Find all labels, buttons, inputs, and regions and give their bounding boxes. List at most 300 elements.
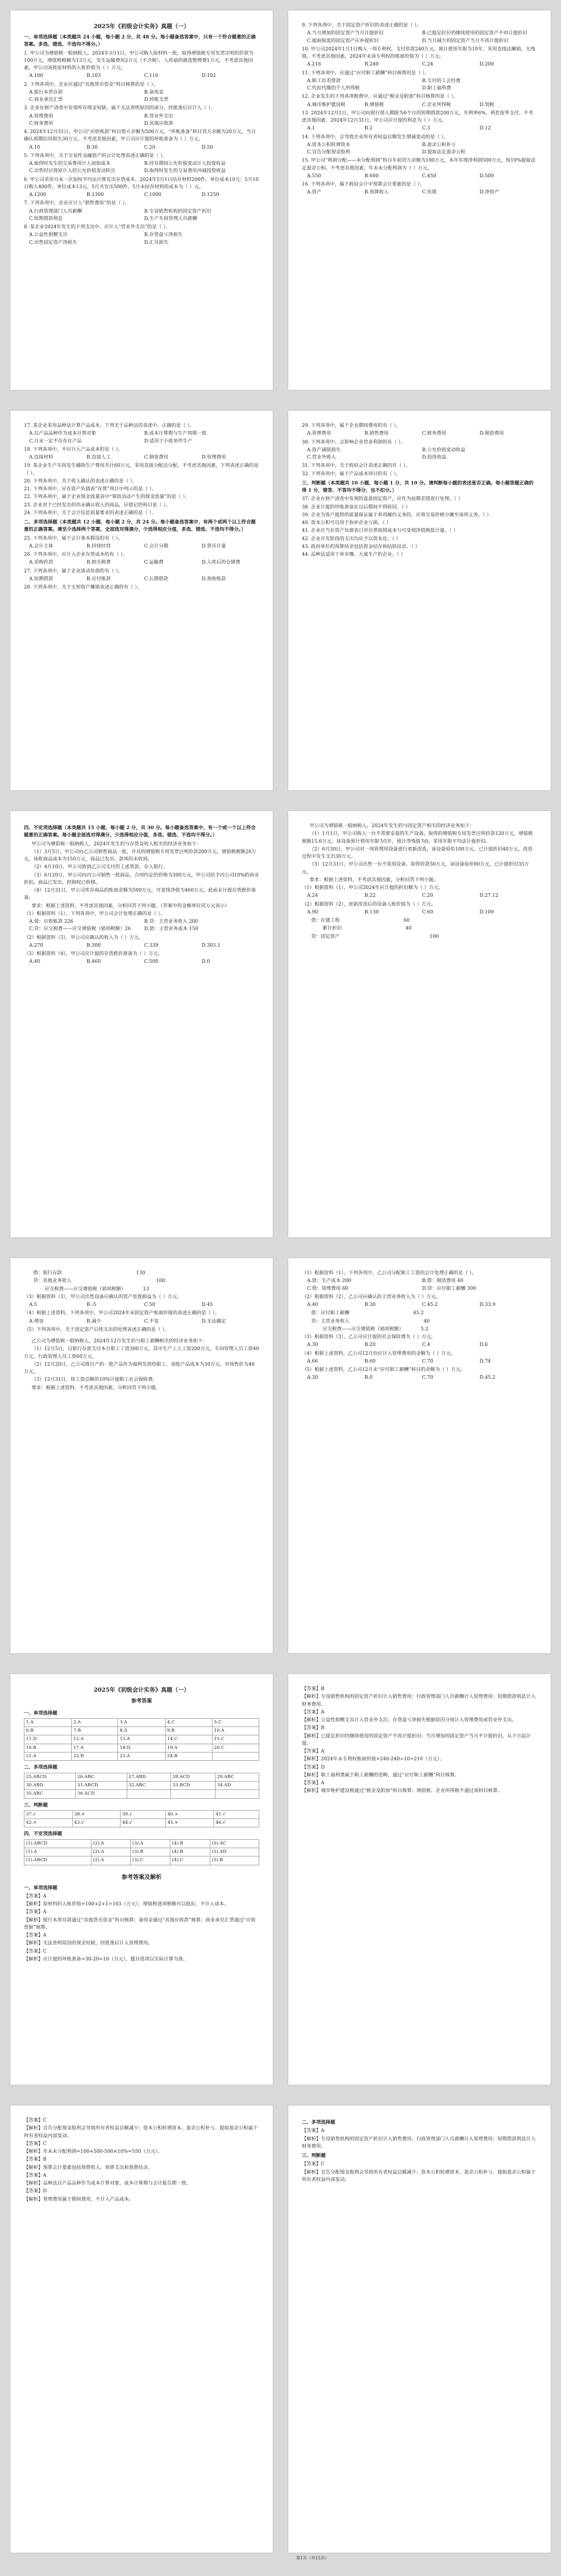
- explain-title: 参考答案及解析: [122, 1873, 162, 1880]
- explanation: 【解析】城市维护建设税通过“税金及附加”科目核算；增值税、企业所得税不通过该科目核算。: [302, 1788, 503, 1794]
- question: 1. 甲公司为增值税一般纳税人，2024年3月1日，甲公司购入原材料一批，取得增值税专用发票注明的价款为100万元，增值税税额为13万元，发生运输费用2万元（不含税），入库前的挑选整理费1万元。不考虑其他因素，甲公司该批原材料的入账价值为（ ）万元。: [24, 50, 253, 71]
- option[interactable]: A.100: [29, 73, 44, 79]
- amount: 60: [404, 918, 410, 923]
- option[interactable]: A.管理费用: [307, 430, 331, 437]
- options: [29, 918, 259, 933]
- question: 11. 下列各项中，应通过“应付职工薪酬”科目核算的是（ ）。: [302, 70, 430, 76]
- answer-title: 2025年《初级会计实务》真题（一）: [94, 1686, 190, 1693]
- explanation: 【答案】C: [302, 2161, 325, 2167]
- page-footer: [296, 2555, 551, 2569]
- table-cell: [127, 1790, 171, 1798]
- question: 22. 下列各项中，属于企业现金流量表中“筹资活动产生的现金流量”的是（ ）。: [24, 494, 190, 500]
- section-heading: 三、判断题: [24, 1802, 48, 1808]
- table-cell: 16.B: [24, 1744, 72, 1752]
- option[interactable]: D.74: [479, 1358, 491, 1364]
- journal-line: [33, 1277, 259, 1285]
- account: 借：银行存款: [33, 1270, 62, 1276]
- option[interactable]: B.20: [364, 1342, 376, 1348]
- option[interactable]: D.1250: [202, 192, 219, 198]
- option[interactable]: C.长期借款: [144, 576, 168, 582]
- account: 累计折旧: [323, 925, 342, 932]
- option[interactable]: D.45: [202, 1302, 213, 1307]
- explanation: 【解析】职工福利费属于职工薪酬的范畴，通过“应付职工薪酬”科目核算。: [302, 1772, 460, 1778]
- account: 贷：其他业务收入: [33, 1278, 72, 1284]
- option[interactable]: B.0: [364, 1375, 373, 1381]
- option[interactable]: D.27.12: [479, 893, 499, 899]
- option[interactable]: D.管理费用: [202, 454, 226, 460]
- table-cell: (4).C: [170, 1856, 210, 1865]
- table-cell: 26.ABC: [75, 1773, 127, 1781]
- option[interactable]: D.汇兑损失: [144, 239, 169, 245]
- option[interactable]: B.直接人工: [86, 454, 111, 460]
- question: 27. 下列各项中，属于企业流动负债的有（ ）。: [24, 568, 123, 574]
- option[interactable]: C.20: [144, 144, 155, 150]
- table-row: [24, 1781, 259, 1789]
- account: 贷：固定资产: [311, 933, 340, 939]
- option[interactable]: C.借：管理费用 60: [307, 1285, 349, 1291]
- question: 39. 企业为客户提供的质量保证属于单项履约义务的，应将交易价格分摊至该项义务。（ ）: [302, 512, 491, 518]
- option[interactable]: B.盈余公积补亏: [422, 141, 456, 148]
- table-cell: 27.ABD: [127, 1773, 171, 1781]
- option[interactable]: A.公益性捐赠支出: [29, 232, 68, 238]
- options: [29, 454, 259, 461]
- option[interactable]: A.10: [29, 144, 41, 150]
- option[interactable]: A.资产: [307, 189, 322, 195]
- question: 23. 企业对于已经发出但尚未确认收入的商品，应借记的科目是（ ）。: [24, 502, 171, 508]
- journal-line: [311, 1310, 537, 1317]
- explanation: 【答案】A: [24, 1909, 47, 1915]
- question: 19. 某企业生产车间发生辅助生产费用共计60万元，采用直接分配法分配。不考虑其他因素，下列表述正确的是（ ）。: [24, 463, 259, 476]
- table-cell: 30.ABD: [24, 1781, 76, 1789]
- question: 18. 下列各项中，不应计入产品成本的是（ ）。: [24, 446, 123, 452]
- amount: 13: [143, 1286, 149, 1292]
- option[interactable]: C.4: [422, 1342, 430, 1348]
- options: [29, 89, 259, 104]
- explanation: 【答案】C: [24, 1948, 47, 1954]
- option[interactable]: B.减少: [86, 1318, 101, 1324]
- option[interactable]: B.支付的工会经费: [422, 77, 461, 84]
- option[interactable]: D.契税: [479, 101, 495, 108]
- option[interactable]: C.116: [144, 73, 158, 79]
- table-cell: [215, 1790, 259, 1798]
- table-cell: [212, 1753, 259, 1761]
- table-cell: (3).C: [130, 1856, 170, 1865]
- page-7: [10, 1258, 273, 1653]
- option[interactable]: D.102: [202, 73, 216, 79]
- option[interactable]: A.借：应收账款 226: [29, 919, 74, 924]
- explanation: 【解析】无法查明原因的现金短缺，经批准后计入管理费用。: [24, 1940, 153, 1946]
- option[interactable]: D.职工福利费: [422, 85, 451, 91]
- section-heading: 三、判断题: [302, 2153, 326, 2159]
- question: 6. 甲公司采用月末一次加权平均法计算发出存货成本。2024年5月1日结存材料200件，单位成本10元；5月10日购入400件，单位成本13元。5月共发出500件，5月末结存材料的成本为（ ）元。: [24, 176, 259, 190]
- option[interactable]: A.借：生产成本 200: [307, 1278, 352, 1284]
- explanation: 【解析】原材料的入账价值=100+2+1=103（万元），增值税进项税额可以抵扣，不计入成本。: [24, 1901, 229, 1907]
- option[interactable]: C.提前报废的固定资产应补提折旧: [307, 37, 379, 44]
- explanation: 【解析】预算会计要素包括预算收入、预算支出和预算结余。: [24, 2164, 153, 2170]
- page-5: [10, 811, 273, 1237]
- case-intro: 甲公司为增值税一般纳税人，2024年发生的与固定资产相关的经济业务如下：: [309, 823, 475, 829]
- table-cell: 19.A: [165, 1744, 212, 1752]
- option[interactable]: B.销售费用: [364, 430, 389, 437]
- option[interactable]: C.70: [422, 1375, 433, 1381]
- question: 16. 下列各项中，属于政府会计中预算会计要素的是（ ）。: [302, 181, 425, 187]
- option[interactable]: B.60: [364, 1358, 376, 1364]
- option[interactable]: B.存货盘亏净损失: [144, 232, 183, 238]
- explanation: 【解析】公益性捐赠支出计入营业外支出；存货盘亏净损失根据原因分别计入管理费用或营业外支出。: [302, 1717, 517, 1723]
- option[interactable]: D.货币计量: [202, 543, 226, 549]
- option[interactable]: B.公允价值变动收益: [422, 447, 465, 453]
- option[interactable]: C.3: [422, 125, 430, 132]
- options: [29, 1318, 259, 1325]
- option[interactable]: D.借：主营业务成本 150: [144, 926, 198, 932]
- option[interactable]: B.应付账款: [86, 576, 111, 582]
- option[interactable]: B.240: [364, 61, 379, 68]
- option[interactable]: B.2: [364, 125, 373, 132]
- option[interactable]: B.持有期间公允价值变动计入投资收益: [144, 161, 226, 167]
- amount: 40: [405, 925, 412, 932]
- table-cell: 34.AD: [215, 1781, 259, 1789]
- options: [29, 576, 259, 583]
- section-heading: 二、多项选择题（本类题共 12 小题，每小题 2 分，共 24 分。每小题备选答案中，有两个或两个以上符合题意的正确答案。请至少选择两个答案，全部选对得满分，少选得相应分值，多选、错选、不选均不得分。）: [24, 519, 256, 533]
- table-cell: (1).A: [24, 1848, 91, 1856]
- case-item: （2）4月10日，甲公司收到乙公司支付的上述货款，存入银行。: [31, 864, 168, 870]
- option[interactable]: D.305.1: [202, 942, 221, 948]
- case-ask: 要求：根据上述资料，不考虑其他因素，分析回答下列小题。: [31, 1384, 161, 1391]
- option[interactable]: A.会计主体: [29, 543, 54, 549]
- option[interactable]: D.6: [479, 1342, 488, 1348]
- table-cell: 15.C: [212, 1735, 259, 1744]
- question: （3）根据资料（3），乙公司应计提的社会保险费为（ ）万元。: [302, 1334, 436, 1340]
- table-cell: 6.B: [24, 1727, 72, 1735]
- option[interactable]: C.运输费: [144, 559, 164, 566]
- option[interactable]: A.当月增加的固定资产当月计提折旧: [307, 30, 384, 36]
- option[interactable]: D.12: [479, 125, 491, 132]
- option[interactable]: A.行政管理部门人员薪酬: [29, 208, 82, 214]
- question: 29. 下列各项中，属于企业期间费用的有（ ）。: [302, 423, 401, 428]
- option[interactable]: A.1: [307, 125, 315, 132]
- option[interactable]: D.50: [202, 144, 213, 150]
- page-4: [288, 411, 551, 790]
- explanation: 【解析】年末未分配利润=100+500-500×10%=550（万元）。: [24, 2149, 163, 2154]
- amount: 5.2: [421, 1326, 429, 1332]
- option[interactable]: A.40: [29, 959, 41, 965]
- table-row: [24, 1753, 259, 1761]
- question: 24. 下列各项中，关于会计信息质量要求的表述正确的是（ ）。: [24, 509, 156, 516]
- option[interactable]: B.130: [364, 909, 379, 915]
- question: （5）根据上述资料，乙公司12月末“应付职工薪酬”科目的余额为（ ）万元。: [302, 1367, 465, 1372]
- option[interactable]: A.24: [307, 893, 318, 899]
- answer-table-single: [24, 1718, 259, 1761]
- table-cell: 40.×: [166, 1810, 214, 1819]
- option[interactable]: D.提取法定盈余公积: [422, 149, 465, 155]
- option[interactable]: B.30: [364, 1302, 376, 1307]
- option[interactable]: B.460: [86, 959, 101, 965]
- option[interactable]: D.100: [479, 909, 494, 915]
- option[interactable]: B.30: [86, 144, 98, 150]
- option[interactable]: D.无法确定: [202, 1318, 226, 1324]
- explanation: 【答案】A: [24, 1932, 47, 1939]
- option[interactable]: C.70: [422, 1358, 433, 1364]
- case-ask: 要求：根据上述资料，不考虑其他因素，分析回答下列小题。: [309, 877, 438, 883]
- table-cell: 23.A: [118, 1753, 165, 1761]
- table-cell: 17.A: [72, 1744, 118, 1752]
- case-item: （3）6月20日，甲公司向丙公司销售一批商品，合同约定的价格为300万元，甲公司给予丙公司10%的商业折扣，商品已发出，控制权已转移。: [24, 872, 259, 885]
- question: 10. 甲公司2024年1月1日购入一项专利权，支付价款240万元，预计使用年限为10年，采用直线法摊销，无残值。不考虑其他因素，2024年末该专利权的账面价值为（ ）万元。: [302, 46, 536, 59]
- question: （4）根据上述资料，乙公司12月份应计入管理费用的金额为（ ）万元。: [302, 1350, 456, 1356]
- option[interactable]: D.0: [202, 959, 210, 965]
- question: 7. 下列各项中，企业应计入“销售费用”的是（ ）。: [24, 200, 130, 206]
- option[interactable]: A.银行本票存款: [29, 89, 63, 95]
- option[interactable]: C.450: [422, 173, 436, 179]
- option[interactable]: A.职工出差借款: [307, 77, 341, 84]
- table-row: [24, 1848, 259, 1856]
- table-cell: (5).B: [210, 1856, 259, 1865]
- table-cell: 18.D: [118, 1744, 165, 1752]
- explanation: 【解析】宣告分配现金股利会导致所有者权益总额减少；资本公积转增资本、盈余公积补亏、提取盈余公积属于所有者权益内部变动。: [24, 2125, 258, 2139]
- explanation: 【解析】品种法以产品品种作为成本计算对象，成本计算期与会计报告期一致。: [24, 2180, 191, 2186]
- option[interactable]: A.66: [307, 1358, 318, 1364]
- options: [307, 1341, 537, 1349]
- option[interactable]: B.预算收入: [364, 189, 389, 195]
- option[interactable]: C.负债: [422, 189, 437, 195]
- options: [307, 141, 537, 156]
- explanation: 【答案】B: [302, 1725, 325, 1731]
- options: [29, 559, 259, 566]
- explanation: 【答案】C: [24, 2140, 47, 2147]
- question: （4）根据上述资料，下列各项中，甲公司2024年末固定资产账面价值的表述正确的是（ ）。: [24, 1310, 220, 1316]
- amount: 100: [156, 1278, 165, 1284]
- question: 14. 下列各项中，会导致企业所有者权益总额发生增减变动的是（ ）。: [302, 134, 449, 140]
- option[interactable]: A.采购价款: [29, 559, 54, 566]
- table-cell: (4).B: [170, 1839, 210, 1848]
- question: 28. 下列各项中，关于无形资产摊销表述正确的有（ ）。: [24, 584, 142, 590]
- option[interactable]: A.5: [29, 1302, 37, 1307]
- option[interactable]: B.1300: [86, 192, 104, 198]
- option[interactable]: D.入库后的仓储费: [202, 559, 241, 566]
- option[interactable]: D.当月减少的固定资产当月不再计提折旧: [422, 37, 509, 44]
- question: 4. 2024年12月31日，甲公司“应收账款”科目借方余额为500万元，“坏账准备”科目贷方余额为20万元，当日确认预期信用损失30万元。不考虑其他因素，甲公司应计提的坏账准备为（ ）万元。: [24, 129, 256, 142]
- answer-table-indefinite: [24, 1839, 259, 1865]
- option[interactable]: C.60: [422, 909, 433, 915]
- case-intro: 乙公司为增值税一般纳税人，2024年12月发生的与职工薪酬相关的经济业务如下：: [31, 1338, 207, 1344]
- options: [29, 942, 259, 949]
- option[interactable]: C.营业外收入: [307, 454, 336, 460]
- option[interactable]: B.贷：主营业务收入 200: [144, 919, 198, 924]
- option[interactable]: C.财务费用: [29, 120, 54, 126]
- option[interactable]: A.1200: [29, 192, 46, 198]
- options: [307, 173, 537, 180]
- journal-line: [323, 925, 537, 932]
- options: [307, 30, 537, 45]
- option[interactable]: A.直接材料: [29, 454, 54, 460]
- option[interactable]: D.45.2: [479, 1375, 496, 1381]
- option[interactable]: B.备用金: [144, 89, 164, 95]
- option[interactable]: C.财务费用: [422, 430, 446, 437]
- option[interactable]: B.相关税费: [86, 559, 111, 566]
- option[interactable]: C.企业所得税: [422, 101, 451, 108]
- option[interactable]: C.制造费用: [144, 454, 168, 460]
- option[interactable]: B.103: [86, 73, 101, 79]
- options: [29, 543, 259, 550]
- option[interactable]: C.短期借款利息: [29, 215, 63, 221]
- explanation: 【答案】B: [302, 1686, 325, 1692]
- case-item: （3）12月31日，按工资总额的10%计提职工社会保险费。: [31, 1377, 158, 1383]
- option[interactable]: A.短期借款: [29, 576, 54, 582]
- option[interactable]: C.贷：应交税费——应交增值税（销项税额）26: [29, 926, 131, 932]
- options: [29, 144, 259, 151]
- question: 38. 企业计提的坏账准备在以后期间不得转回。（ ）: [302, 504, 410, 510]
- question: 8. 某企业2024年发生的下列支出中，应计入“营业外支出”的是（ ）。: [24, 224, 170, 230]
- option[interactable]: B.600: [364, 173, 379, 179]
- options: [307, 1374, 537, 1381]
- option[interactable]: C.不变: [144, 1318, 159, 1324]
- table-cell: 38.×: [72, 1810, 121, 1819]
- journal-line: [33, 1270, 259, 1277]
- table-cell: 5.C: [212, 1718, 259, 1727]
- option[interactable]: C.出售时应将原计入的公允价值变动转出: [29, 168, 115, 174]
- table-cell: (1).ABCD: [24, 1856, 91, 1865]
- option[interactable]: D.生产车间管理人员薪酬: [144, 215, 197, 221]
- table-cell: (4).B: [170, 1848, 210, 1856]
- options: [307, 447, 537, 462]
- option[interactable]: D.200: [479, 61, 494, 68]
- table-cell: 2.A: [72, 1718, 118, 1727]
- options: [29, 113, 259, 128]
- options: [29, 160, 259, 175]
- question: 20. 下列各项中，关于收入确认的表述正确的是（ ）。: [24, 478, 137, 484]
- option[interactable]: D.适用于小批单件生产: [144, 438, 193, 444]
- option[interactable]: C.339: [144, 942, 158, 948]
- option[interactable]: A.216: [307, 61, 322, 68]
- explanation: 【解析】专设销售机构的固定资产折旧计入销售费用；行政管理部门人员薪酬计入管理费用；短期借款利息计入财务费用。: [302, 1694, 536, 1707]
- amount: 45.2: [413, 1310, 424, 1316]
- question: （1）根据资料（1），甲公司2024年应计提的折旧额为（ ）万元。: [302, 885, 444, 891]
- explanation: 【答案】A: [302, 1748, 325, 1754]
- table-cell: 14.C: [165, 1735, 212, 1744]
- answer-table-tf: [24, 1810, 259, 1828]
- option[interactable]: B.专设销售机构的固定资产折旧: [144, 208, 211, 214]
- question: 17. 某企业采用品种法计算产品成本，下列关于品种法的表述中，正确的是（ ）。: [24, 423, 195, 428]
- account: 应交税费——应交增值税（销项税额）: [323, 1326, 404, 1332]
- option[interactable]: A.550: [307, 173, 322, 179]
- table-row: [24, 1819, 259, 1827]
- question: （1）根据资料（1），下列各项中，乙公司分配职工工资的会计处理正确的是（ ）。: [302, 1270, 477, 1276]
- option[interactable]: D.转账支票: [144, 97, 169, 103]
- table-cell: 43.√: [72, 1819, 121, 1827]
- section-heading: 一、单项选择题: [24, 1885, 58, 1891]
- option[interactable]: B.300: [86, 942, 101, 948]
- option[interactable]: D.制造费用: [479, 430, 504, 437]
- option[interactable]: A.30: [307, 1342, 318, 1348]
- table-row: [24, 1727, 259, 1735]
- journal-line: [45, 1286, 259, 1293]
- option[interactable]: D.33.9: [479, 1302, 496, 1307]
- table-row: [24, 1856, 259, 1865]
- option[interactable]: C.45.2: [422, 1302, 438, 1307]
- option[interactable]: D.净资产: [479, 189, 499, 195]
- question: 40. 资本公积可以用于弥补企业亏损。（ ）: [302, 520, 392, 526]
- page-indicator: 第1页（共15页）: [296, 2556, 329, 2560]
- option[interactable]: D.取得时发生的交易费用冲减投资收益: [144, 168, 226, 174]
- page-10: [288, 1674, 551, 2085]
- explanation: 【答案】D: [24, 2188, 47, 2194]
- case-item: （2）6月30日，甲公司对一项管理用设备进行更新改造，该设备原价100万元，已计提折旧40万元，改造过程中发生支出30万元。: [302, 846, 533, 859]
- table-cell: 1.A: [24, 1718, 72, 1727]
- option[interactable]: C.宣告分配现金股利: [307, 149, 351, 155]
- option[interactable]: C.月末一定不存在在产品: [29, 438, 82, 444]
- option[interactable]: A.40: [307, 1302, 318, 1307]
- question: 31. 下列各项中，关于政府会计表述正确的有（ ）。: [302, 463, 410, 469]
- table-cell: (2).A: [91, 1839, 131, 1848]
- option[interactable]: A.管理费用: [29, 113, 54, 119]
- option[interactable]: A.90: [307, 909, 318, 915]
- option[interactable]: A.城市维护建设税: [307, 101, 345, 108]
- options: [307, 1358, 537, 1365]
- option[interactable]: C.50: [144, 1302, 155, 1307]
- option[interactable]: B.持续经营: [86, 543, 111, 549]
- option[interactable]: B.-5: [86, 1302, 97, 1307]
- explanation: 【答案】A: [24, 2172, 47, 2178]
- option[interactable]: C.会计分期: [144, 543, 168, 549]
- option[interactable]: B.22: [364, 893, 376, 899]
- case-item: （1）12月5日，以银行存款支付本月职工工资300万元，其中生产工人工资200万元，车间管理人员工资40万元，行政管理人员工资60万元。: [24, 1346, 259, 1359]
- explanation: 【解析】2024年末专利权账面价值=240-240÷10=216（万元）。: [302, 1756, 445, 1762]
- table-row: [24, 1810, 259, 1819]
- amount: 40: [423, 1318, 430, 1324]
- option[interactable]: A.30: [307, 1375, 318, 1381]
- question: （3）根据资料（4），甲公司应计提的存货跌价准备为（ ）万元。: [24, 951, 163, 957]
- option[interactable]: B.借：制造费用 40: [422, 1278, 463, 1284]
- case-intro: 甲公司为增值税一般纳税人，2024年发生的与存货及收入相关的经济业务如下：: [31, 841, 202, 847]
- option[interactable]: D.其他应收款: [144, 120, 173, 126]
- option[interactable]: D.投资收益: [422, 454, 447, 460]
- option[interactable]: C.商业承兑汇票: [29, 97, 63, 103]
- option[interactable]: A.取得时发生的交易费用计入初始成本: [29, 161, 111, 167]
- option[interactable]: B.增值税: [364, 101, 384, 108]
- option[interactable]: C.代扣代缴的个人所得税: [307, 85, 360, 91]
- option[interactable]: B.已提足折旧仍继续使用的固定资产不再计提折旧: [422, 30, 528, 36]
- option[interactable]: A.资产减值损失: [307, 447, 341, 453]
- option[interactable]: A.增加: [29, 1318, 44, 1324]
- options: [29, 1301, 259, 1309]
- option[interactable]: C.24: [422, 61, 433, 68]
- option[interactable]: B.营业外支出: [144, 113, 173, 119]
- option[interactable]: C.1000: [144, 192, 162, 198]
- option[interactable]: D.预收账款: [202, 576, 226, 582]
- option[interactable]: A.资本公积转增资本: [307, 141, 351, 148]
- page-11: [10, 2106, 273, 2553]
- option[interactable]: C.出售固定资产净损失: [29, 239, 77, 245]
- option[interactable]: D.贷：应付职工薪酬 300: [422, 1285, 476, 1291]
- option[interactable]: C.500: [144, 959, 158, 965]
- question: 37. 企业在财产清查中发现的盘盈固定资产，应作为前期差错进行处理。（ ）: [302, 496, 463, 502]
- journal-line: [323, 1326, 537, 1333]
- amount: 100: [430, 933, 439, 939]
- question: 2. 下列各项中，企业应通过“其他货币资金”科目核算的是（ ）。: [24, 81, 158, 87]
- journal-line: [311, 933, 537, 940]
- option[interactable]: D.500: [479, 173, 494, 179]
- case-item: （1）3月5日，甲公司向乙公司销售商品一批，开具的增值税专用发票注明价款200万元，增值税税额26万元，该批商品成本为150万元，商品已发出，款项尚未收到。: [24, 848, 257, 862]
- table-cell: 28.ACD: [171, 1773, 216, 1781]
- journal-line: [311, 917, 537, 924]
- option[interactable]: C.20: [422, 893, 433, 899]
- option[interactable]: A.270: [29, 942, 44, 948]
- option[interactable]: B.成本计算期与生产周期一致: [144, 430, 207, 437]
- options: [307, 101, 537, 109]
- question: （2）根据资料（3），甲公司应确认的收入为（ ）万元。: [24, 934, 144, 940]
- option[interactable]: A.以产品品种作为成本计算对象: [29, 430, 96, 437]
- options: [29, 958, 259, 965]
